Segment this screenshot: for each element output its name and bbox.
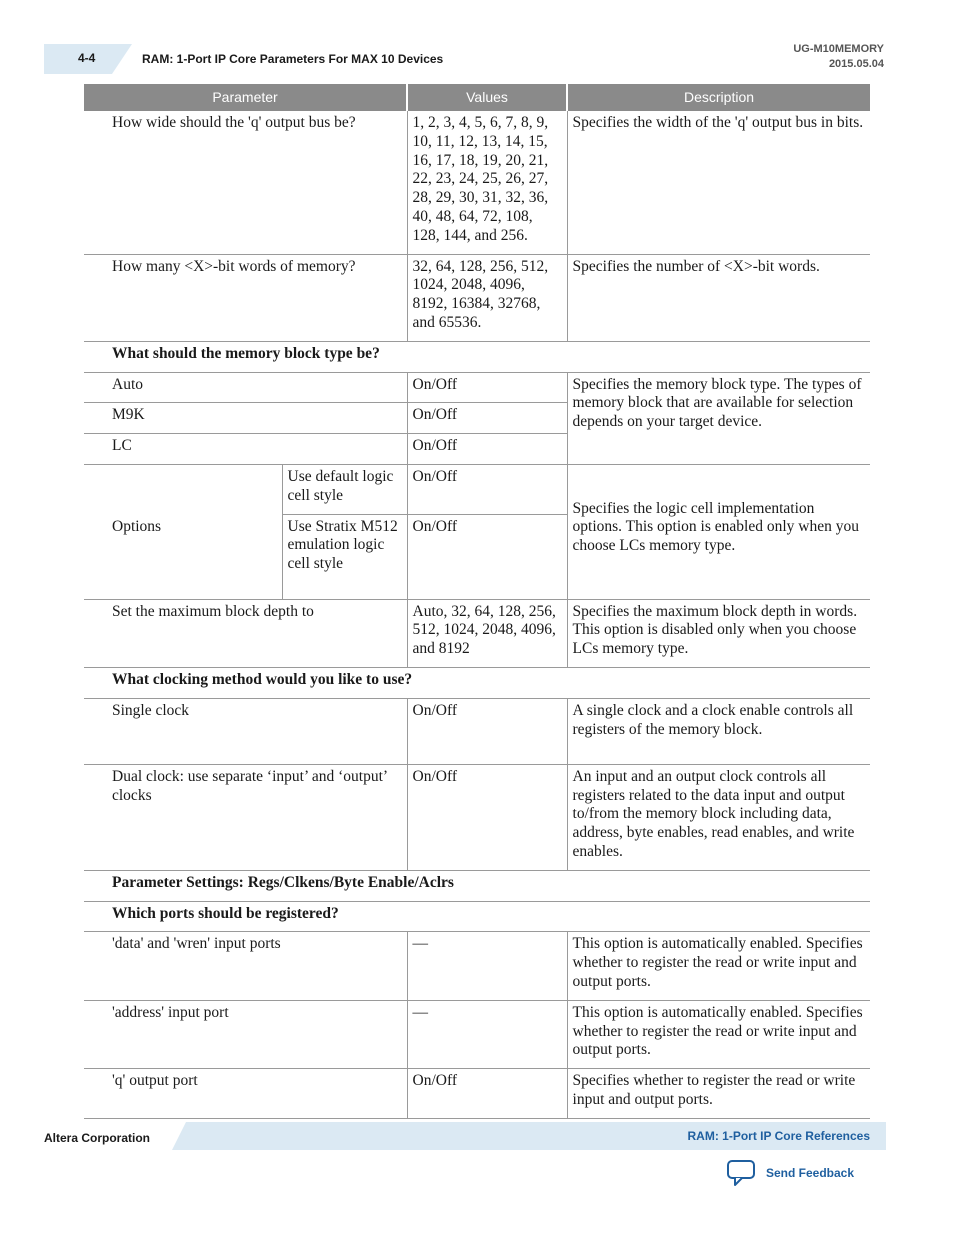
- values-cell: On/Off: [407, 434, 567, 465]
- parameter-table: [84, 84, 870, 1119]
- table-row: [84, 254, 870, 341]
- param-cell: 'address' input port: [84, 1000, 407, 1068]
- description-cell: Specifies the width of the 'q' output bus in bits.: [567, 111, 870, 254]
- table-row: [84, 372, 870, 403]
- send-feedback-label: Send Feedback: [766, 1166, 855, 1180]
- description-cell: This option is automatically enabled. Specifies whether to register the read or write input and output ports.: [567, 932, 870, 1000]
- table-row: [84, 464, 870, 514]
- section-heading: What clocking method would you like to use?: [84, 667, 870, 698]
- table-row: [84, 1069, 870, 1119]
- param-cell: M9K: [84, 403, 407, 434]
- values-cell: On/Off: [407, 764, 567, 870]
- sub-param-cell: Use Stratix M512 emulation logic cell style: [282, 514, 407, 599]
- footer-section-link[interactable]: RAM: 1-Port IP Core References: [687, 1129, 870, 1143]
- param-cell: LC: [84, 434, 407, 465]
- footer-company: Altera Corporation: [44, 1131, 151, 1145]
- description-cell: An input and an output clock controls all registers related to the data input and output to/from the memory block including data, address, byte enables, read enables, and write enables.: [567, 764, 870, 870]
- values-cell: On/Off: [407, 514, 567, 599]
- values-cell: —: [407, 1000, 567, 1068]
- description-cell: This option is automatically enabled. Specifies whether to register the read or write input and output ports.: [567, 1000, 870, 1068]
- values-cell: On/Off: [407, 464, 567, 514]
- param-cell: Auto: [84, 372, 407, 403]
- table-row: [84, 1000, 870, 1068]
- param-cell: 'data' and 'wren' input ports: [84, 932, 407, 1000]
- param-cell: 'q' output port: [84, 1069, 407, 1119]
- table-row: [84, 698, 870, 764]
- section-row: [84, 870, 870, 901]
- values-cell: 1, 2, 3, 4, 5, 6, 7, 8, 9, 10, 11, 12, 13, 14, 15, 16, 17, 18, 19, 20, 21, 22, 23, 24, 25, 26, 27, 28, 29, 30, 31, 32, 36, 40, 48, 64, 72, 108, 128, 144, and 256.: [407, 111, 567, 254]
- page-number: 4-4: [78, 51, 96, 65]
- column-header-parameter: Parameter: [84, 84, 407, 111]
- section-heading: Parameter Settings: Regs/Clkens/Byte Enable/Aclrs: [84, 870, 870, 901]
- table-row: [84, 932, 870, 1000]
- column-header-values: Values: [407, 84, 567, 111]
- description-cell: Specifies the logic cell implementation options. This option is enabled only when you choose LCs memory type.: [567, 464, 870, 599]
- param-cell: Dual clock: use separate ‘input’ and ‘output’ clocks: [84, 764, 407, 870]
- description-cell: Specifies the memory block type. The types of memory block that are available for selection depends on your target device.: [567, 372, 870, 464]
- description-cell: A single clock and a clock enable controls all registers of the memory block.: [567, 698, 870, 764]
- section-row: [84, 901, 870, 932]
- section-title: RAM: 1-Port IP Core Parameters For MAX 10 Devices: [142, 52, 444, 66]
- param-cell: How many <X>-bit words of memory?: [84, 254, 407, 341]
- doc-date: 2015.05.04: [828, 58, 884, 70]
- sub-param-cell: Use default logic cell style: [282, 464, 407, 514]
- page-number-tab-wedge: [112, 44, 132, 74]
- column-header-description: Description: [567, 84, 870, 111]
- values-cell: —: [407, 932, 567, 1000]
- values-cell: Auto, 32, 64, 128, 256, 512, 1024, 2048, 4096, and 8192: [407, 599, 567, 667]
- param-cell: Options: [84, 464, 282, 599]
- speech-bubble-icon: [726, 1159, 756, 1187]
- doc-id: UG-M10MEMORY: [793, 43, 884, 55]
- description-cell: Specifies the maximum block depth in words. This option is disabled only when you choose LCs memory type.: [567, 599, 870, 667]
- table-header-row: [84, 84, 870, 111]
- table-row: [84, 111, 870, 254]
- section-row: [84, 667, 870, 698]
- table-row: [84, 599, 870, 667]
- values-cell: On/Off: [407, 403, 567, 434]
- description-cell: Specifies whether to register the read or write input and output ports.: [567, 1069, 870, 1119]
- section-heading: Which ports should be registered?: [84, 901, 870, 932]
- description-cell: Specifies the number of <X>-bit words.: [567, 254, 870, 341]
- section-row: [84, 341, 870, 372]
- param-cell: Single clock: [84, 698, 407, 764]
- param-cell: How wide should the 'q' output bus be?: [84, 111, 407, 254]
- doc-id-block: [793, 42, 884, 72]
- param-cell: Set the maximum block depth to: [84, 599, 407, 667]
- table-row: [84, 764, 870, 870]
- values-cell: On/Off: [407, 1069, 567, 1119]
- values-cell: 32, 64, 128, 256, 512, 1024, 2048, 4096, 8192, 16384, 32768, and 65536.: [407, 254, 567, 341]
- values-cell: On/Off: [407, 372, 567, 403]
- send-feedback-button[interactable]: [726, 1158, 854, 1188]
- footer-bar-wedge: [172, 1122, 186, 1150]
- section-heading: What should the memory block type be?: [84, 341, 870, 372]
- values-cell: On/Off: [407, 698, 567, 764]
